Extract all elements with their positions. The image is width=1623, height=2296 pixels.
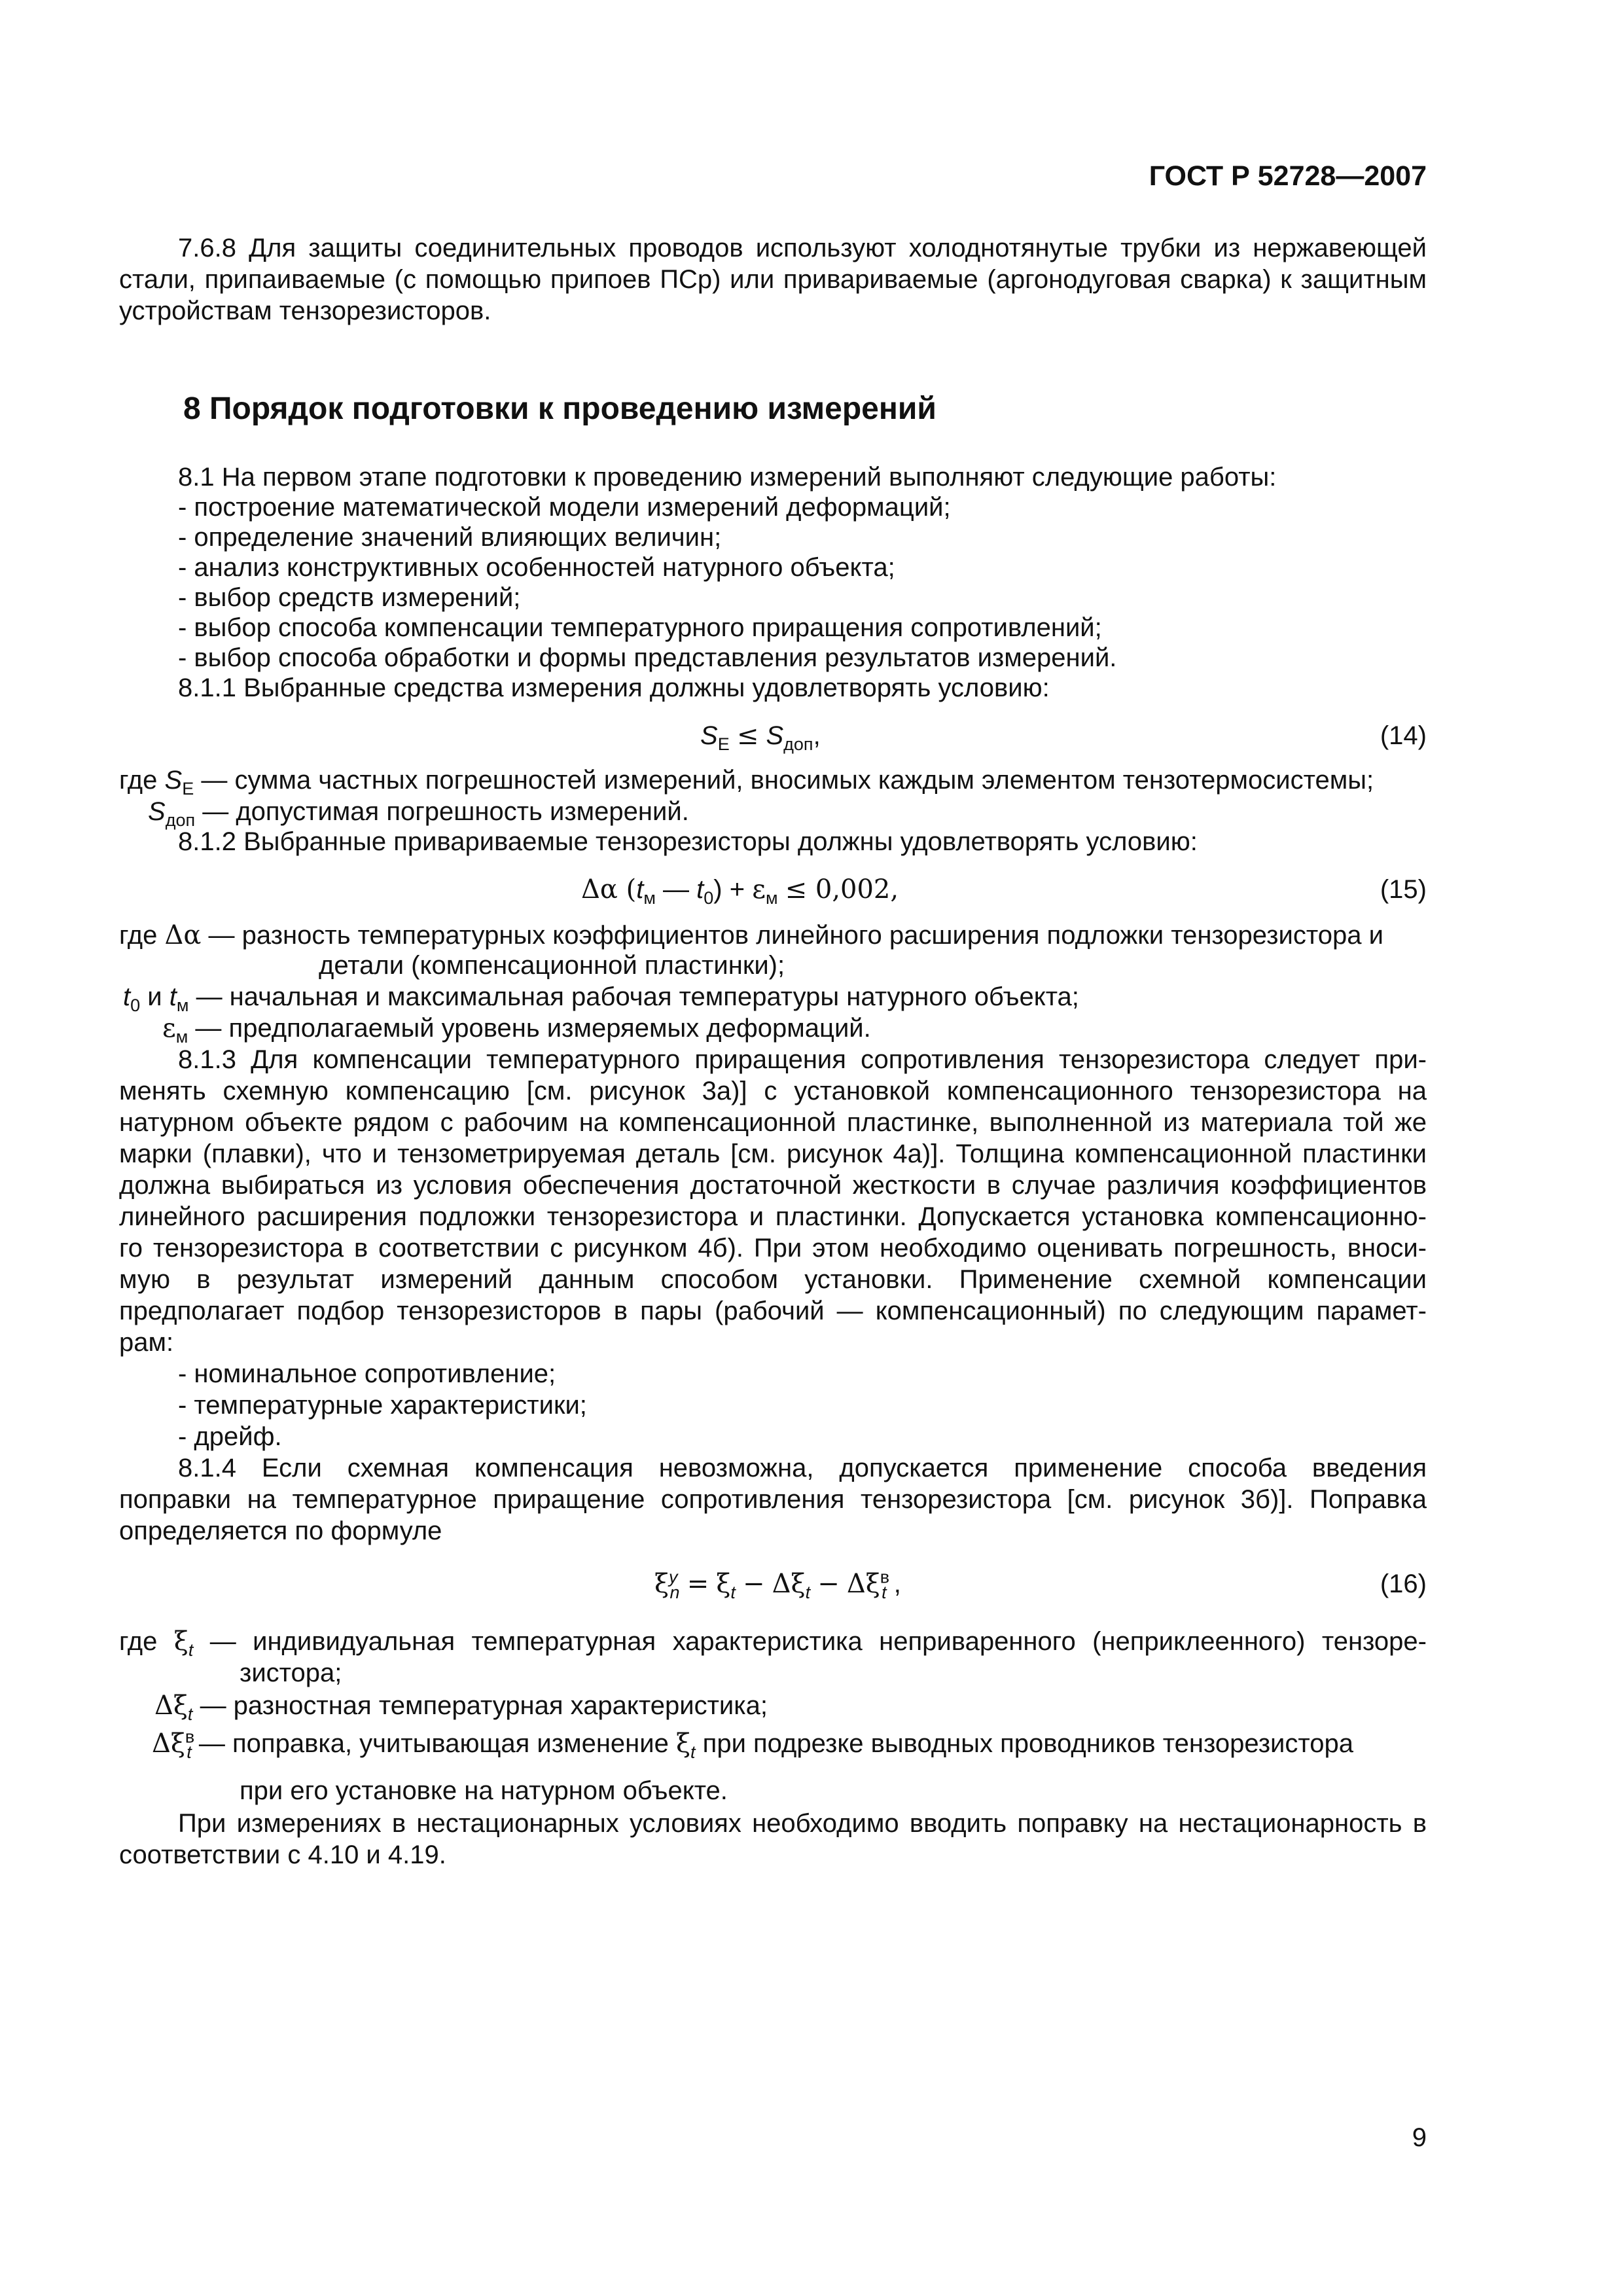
eq-operator: −	[817, 1569, 840, 1599]
definition-text: — допустимая погрешность измерений.	[202, 797, 689, 826]
eq-superscript: в	[185, 1727, 195, 1747]
definition-line	[123, 981, 1079, 1013]
equation-16	[654, 1568, 901, 1600]
eq-symbol: ξ	[791, 1569, 806, 1599]
eq-operator: ≤	[736, 721, 759, 751]
definition-line: зистора;	[240, 1659, 342, 1687]
eq-symbol: Δ	[152, 1729, 171, 1759]
definition-text: — сумма частных погрешностей измерений, вносимых каждым элементом тензотермосистемы;	[201, 766, 1374, 795]
paragraph-line: го тензорезистора в соответствии с рисунком 4б). При этом необходимо оценивать погрешность, вноси-	[119, 1234, 1427, 1263]
section-heading: 8 Порядок подготовки к проведению измерений	[183, 391, 936, 426]
paragraph-line: мую в результат измерений данным способом установки. Применение схемной компенсации	[119, 1265, 1427, 1294]
paragraph-line: определяется по формуле	[119, 1516, 442, 1545]
equation-14	[700, 720, 821, 754]
eq-subscript: доп	[165, 810, 196, 830]
paragraph-line: менять схемную компенсацию [см. рисунок 3а)] с установкой компенсационного тензорезистора на	[119, 1077, 1427, 1105]
eq-symbol: Δ	[846, 1569, 866, 1599]
eq-subscript: t	[187, 1704, 193, 1724]
paragraph-line: предполагает подбор тензорезисторов в пары (рабочий — компенсационный) по следующим парамет-	[119, 1297, 1427, 1325]
eq-symbol: S	[766, 721, 784, 750]
eq-operator: ) +	[713, 875, 745, 904]
definition-text: — предполагаемый уровень измеряемых деформаций.	[195, 1014, 871, 1043]
eq-subscript: t	[187, 1742, 192, 1762]
eq-subscript: доп	[783, 734, 813, 754]
eq-symbol: S	[148, 797, 166, 826]
definition-line	[152, 1727, 1354, 1762]
eq-operator: ≤ 0,002,	[785, 874, 899, 905]
list-item: - анализ конструктивных особенностей натурного объекта;	[178, 553, 895, 582]
eq-symbol: ξ	[865, 1569, 880, 1599]
eq-operator: —	[655, 875, 697, 904]
equation-15	[581, 874, 899, 908]
paragraph-line: натурном объекте рядом с рабочим на компенсационной пластинке, выполненной из материала той же	[119, 1108, 1427, 1137]
paragraph-line: устройствам тензорезисторов.	[119, 296, 491, 325]
paragraph-line: 8.1 На первом этапе подготовки к проведению измерений выполняют следующие работы:	[178, 463, 1277, 492]
eq-subscript: t	[690, 1742, 696, 1762]
definition-text: — начальная и максимальная рабочая температуры натурного объекта;	[196, 982, 1079, 1011]
eq-punct: ,	[813, 721, 821, 750]
eq-punct: ,	[893, 1570, 901, 1598]
eq-symbol: t	[123, 982, 131, 1011]
list-item: - выбор способа компенсации температурного приращения сопротивлений;	[178, 613, 1102, 642]
paragraph-line: должна выбираться из условия обеспечения достаточной жесткости в случае различия коэффициентов	[119, 1171, 1427, 1200]
eq-symbol: Δ	[772, 1569, 791, 1599]
eq-operator: −	[743, 1569, 765, 1599]
paragraph-line: 8.1.3 Для компенсации температурного приращения сопротивления тензорезистора следует при-	[178, 1045, 1427, 1074]
eq-subscript: t	[188, 1640, 194, 1660]
eq-subscript: n	[669, 1583, 680, 1602]
page-number: 9	[1412, 2123, 1427, 2152]
eq-symbol: t	[696, 875, 704, 904]
conjunction: и	[147, 982, 162, 1011]
eq-symbol: Δα	[164, 920, 202, 950]
eq-symbol: ξ	[654, 1569, 669, 1599]
eq-symbol: Δα (	[581, 874, 637, 905]
eq-operator: =	[687, 1569, 709, 1599]
eq-symbol: ε	[752, 874, 766, 905]
eq-symbol: Δ	[154, 1691, 173, 1721]
definition-line: при его установке на натурном объекте.	[240, 1776, 728, 1805]
document-code-header: ГОСТ Р 52728—2007	[1149, 160, 1427, 192]
eq-symbol: t	[636, 875, 644, 904]
definition-line	[119, 764, 1427, 796]
paragraph-line: 7.6.8 Для защиты соединительных проводов используют холоднотянутые трубки из нержавеющей	[178, 234, 1427, 262]
paragraph-line: 8.1.2 Выбранные привариваемые тензорезисторы должны удовлетворять условию:	[178, 827, 1198, 856]
definition-text: — индивидуальная температурная характеристика неприваренного (неприклеенного) тензоре-	[209, 1627, 1427, 1656]
paragraph-line: марки (плавки), что и тензометрируемая деталь [см. рисунок 4а)]. Толщина компенсационной пластинки	[119, 1139, 1427, 1168]
where-word: где	[119, 1627, 158, 1656]
eq-superscript: y	[669, 1567, 678, 1587]
list-item: - определение значений влияющих величин;	[178, 523, 722, 552]
equation-number: (15)	[1380, 875, 1427, 904]
definition-line	[119, 920, 1427, 951]
equation-number: (14)	[1380, 721, 1427, 750]
definition-line	[154, 1690, 768, 1724]
paragraph-line: линейного расширения подложки тензорезистора и пластинки. Допускается установка компенсационно-	[119, 1202, 1427, 1231]
paragraph-line: стали, припаиваемые (с помощью припоев ПСр) или привариваемые (аргонодуговая сварка) к защитным	[119, 265, 1427, 294]
eq-subscript: м	[643, 888, 656, 908]
eq-symbol: S	[700, 721, 718, 750]
definition-text: — поправка, учитывающая изменение	[198, 1729, 669, 1758]
eq-symbol: t	[169, 982, 177, 1011]
definition-line	[119, 1626, 1427, 1660]
eq-subscript: м	[176, 996, 189, 1015]
eq-subscript: t	[882, 1583, 887, 1602]
eq-subscript: E	[182, 779, 194, 798]
where-word: где	[119, 921, 158, 950]
paragraph-line: рам:	[119, 1328, 174, 1357]
definition-line: детали (компенсационной пластинки);	[319, 951, 785, 980]
eq-symbol: S	[164, 766, 183, 795]
definition-line	[162, 1013, 871, 1047]
eq-subscript: м	[175, 1027, 188, 1047]
list-item: - выбор средств измерений;	[178, 583, 521, 612]
eq-symbol: ξ	[170, 1729, 185, 1759]
eq-symbol: ξ	[716, 1569, 731, 1599]
eq-subscript: E	[717, 734, 730, 754]
list-item: - температурные характеристики;	[178, 1391, 587, 1420]
eq-subscript: м	[765, 888, 778, 908]
paragraph-line: 8.1.1 Выбранные средства измерения должны удовлетворять условию:	[178, 673, 1050, 702]
eq-subscript: t	[730, 1583, 736, 1602]
eq-symbol: ξ	[173, 1626, 188, 1657]
definition-text: — разность температурных коэффициентов линейного расширения подложки тензорезистора и	[208, 921, 1383, 950]
list-item: - дрейф.	[178, 1422, 282, 1451]
eq-subscript: t	[805, 1583, 811, 1602]
definition-text: при подрезке выводных проводников тензорезистора	[702, 1729, 1354, 1758]
where-word: где	[119, 766, 158, 795]
list-item: - номинальное сопротивление;	[178, 1359, 556, 1388]
paragraph-line: поправки на температурное приращение сопротивления тензорезистора [см. рисунок 3б)]. Поправка	[119, 1485, 1427, 1514]
eq-symbol: ξ	[173, 1691, 188, 1721]
paragraph-line: соответствии с 4.10 и 4.19.	[119, 1840, 446, 1869]
paragraph-line: 8.1.4 Если схемная компенсация невозможна, допускается применение способа введения	[178, 1454, 1427, 1482]
paragraph-line: При измерениях в нестационарных условиях необходимо вводить поправку на нестационарность в	[178, 1809, 1427, 1838]
eq-symbol: ε	[162, 1013, 176, 1043]
definition-text: — разностная температурная характеристика;	[200, 1691, 768, 1720]
equation-number: (16)	[1380, 1570, 1427, 1598]
eq-superscript: в	[880, 1567, 890, 1587]
eq-subscript: 0	[130, 996, 141, 1015]
eq-subscript: 0	[704, 888, 714, 908]
eq-symbol: ξ	[675, 1729, 691, 1759]
definition-line	[148, 796, 689, 830]
list-item: - построение математической модели измерений деформаций;	[178, 493, 951, 522]
list-item: - выбор способа обработки и формы представления результатов измерений.	[178, 643, 1117, 672]
